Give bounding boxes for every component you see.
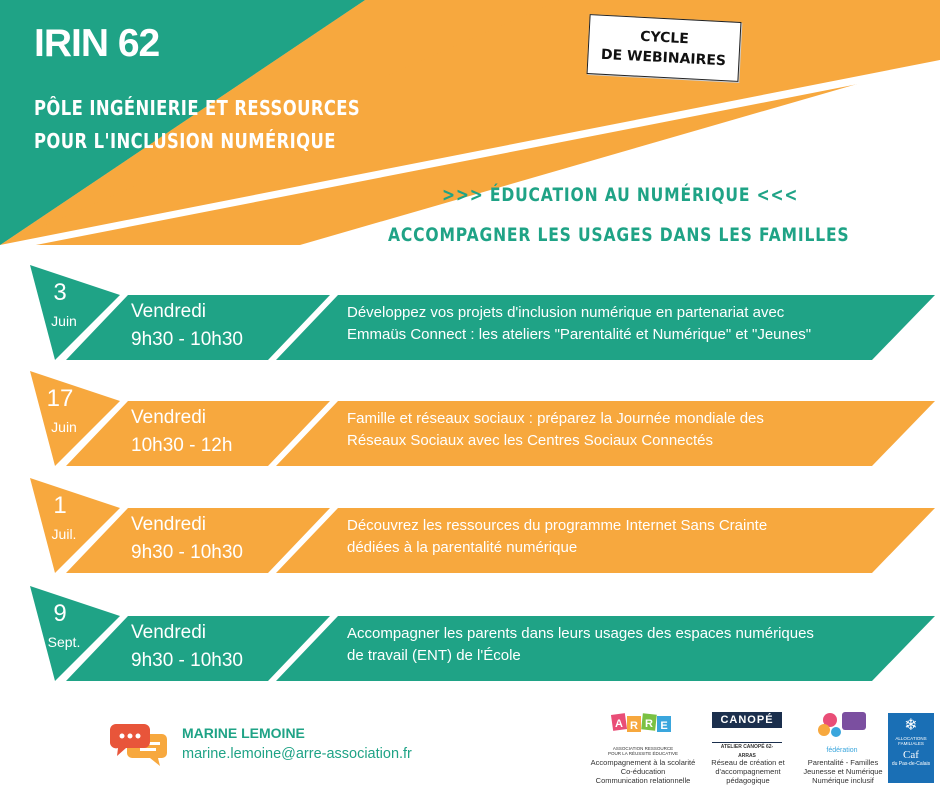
canope-logo-subtitle: ATELIER CANOPÉ 62-ARRAS — [720, 744, 774, 759]
caf-department: du Pas-de-Calais — [891, 761, 931, 767]
session-month: Juin — [51, 419, 77, 435]
session-day-number: 1 — [53, 492, 67, 519]
session-description-line-2: Réseaux Sociaux avec les Centres Sociaux Connectés — [347, 432, 714, 449]
session-time: 10h30 - 12h — [131, 435, 233, 456]
session-time: 9h30 - 10h30 — [131, 329, 243, 350]
session-time: 9h30 - 10h30 — [131, 542, 243, 563]
page-title: IRIN 62 — [34, 22, 160, 65]
session-weekday: Vendredi — [131, 622, 207, 643]
caf-wordmark: Caf — [903, 749, 919, 761]
session-day-number: 3 — [53, 279, 67, 306]
arre-logo-subtitle: ASSOCIATION RESSOURCE POUR LA RÉUSSITE ÉDUCATIVE — [608, 746, 678, 756]
theme-heading: >>> ÉDUCATION AU NUMÉRIQUE <<< — [442, 184, 799, 206]
session-description-line-2: de travail (ENT) de l'École — [347, 647, 521, 664]
arre-letter-e: E — [660, 720, 668, 732]
federation-logo — [812, 708, 872, 754]
canope-caption: Réseau de création et d'accompagnement pédagogique — [711, 758, 785, 785]
session-month: Sept. — [47, 634, 81, 650]
session-day-number: 17 — [46, 385, 74, 412]
session-weekday: Vendredi — [131, 301, 207, 322]
cycle-badge — [587, 14, 742, 82]
chat-bubbles-icon — [110, 722, 168, 768]
session-row — [0, 265, 940, 360]
arre-letter-r1: R — [630, 720, 638, 732]
session-description-line-1: Famille et réseaux sociaux : préparez la Journée mondiale des — [347, 410, 764, 427]
session-description-line-1: Accompagner les parents dans leurs usages des espaces numériques — [347, 625, 814, 642]
page-subtitle — [34, 92, 360, 158]
session-month: Juin — [51, 313, 77, 329]
canope-wordmark: CANOPÉ — [712, 712, 782, 728]
federation-wordmark: fédération — [826, 747, 858, 754]
canope-logo — [712, 712, 782, 759]
contact-name: MARINE LEMOINE — [182, 725, 305, 741]
session-row — [0, 586, 940, 681]
arre-logo — [608, 712, 678, 756]
session-description-line-2: dédiées à la parentalité numérique — [347, 539, 578, 556]
snowflake-icon: ❄ — [904, 715, 918, 734]
session-weekday: Vendredi — [131, 514, 207, 535]
badge-line-2: DE WEBINAIRES — [600, 46, 727, 70]
session-row — [0, 478, 940, 573]
theme-subheading: ACCOMPAGNER LES USAGES DANS LES FAMILLES — [388, 224, 850, 246]
session-time: 9h30 - 10h30 — [131, 650, 243, 671]
session-description-line-2: Emmaüs Connect : les ateliers "Parentalité et Numérique" et "Jeunes" — [347, 326, 812, 343]
arre-letter-a: A — [615, 718, 623, 730]
subtitle-line-1: PÔLE INGÉNIERIE ET RESSOURCES — [34, 96, 361, 120]
session-row — [0, 371, 940, 466]
session-description-line-1: Découvrez les ressources du programme Internet Sans Crainte — [347, 517, 768, 534]
arre-caption: Accompagnement à la scolarité Co-éducation Communication relationnelle — [590, 758, 696, 785]
badge-line-1: CYCLE — [639, 28, 690, 48]
arre-letter-r2: R — [645, 718, 653, 730]
federation-caption: Parentalité - Familles Jeunesse et Numérique Numérique inclusif — [803, 758, 883, 785]
session-description-line-1: Développez vos projets d'inclusion numérique en partenariat avec — [347, 304, 785, 321]
contact-email[interactable]: marine.lemoine@arre-association.fr — [182, 746, 412, 762]
session-day-number: 9 — [53, 600, 67, 627]
caf-logo — [888, 713, 934, 783]
session-weekday: Vendredi — [131, 407, 207, 428]
caf-logo-subtitle: ALLOCATIONS FAMILIALES — [895, 736, 927, 746]
session-month: Juil. — [51, 526, 77, 542]
subtitle-line-2: POUR L'INCLUSION NUMÉRIQUE — [34, 129, 336, 153]
